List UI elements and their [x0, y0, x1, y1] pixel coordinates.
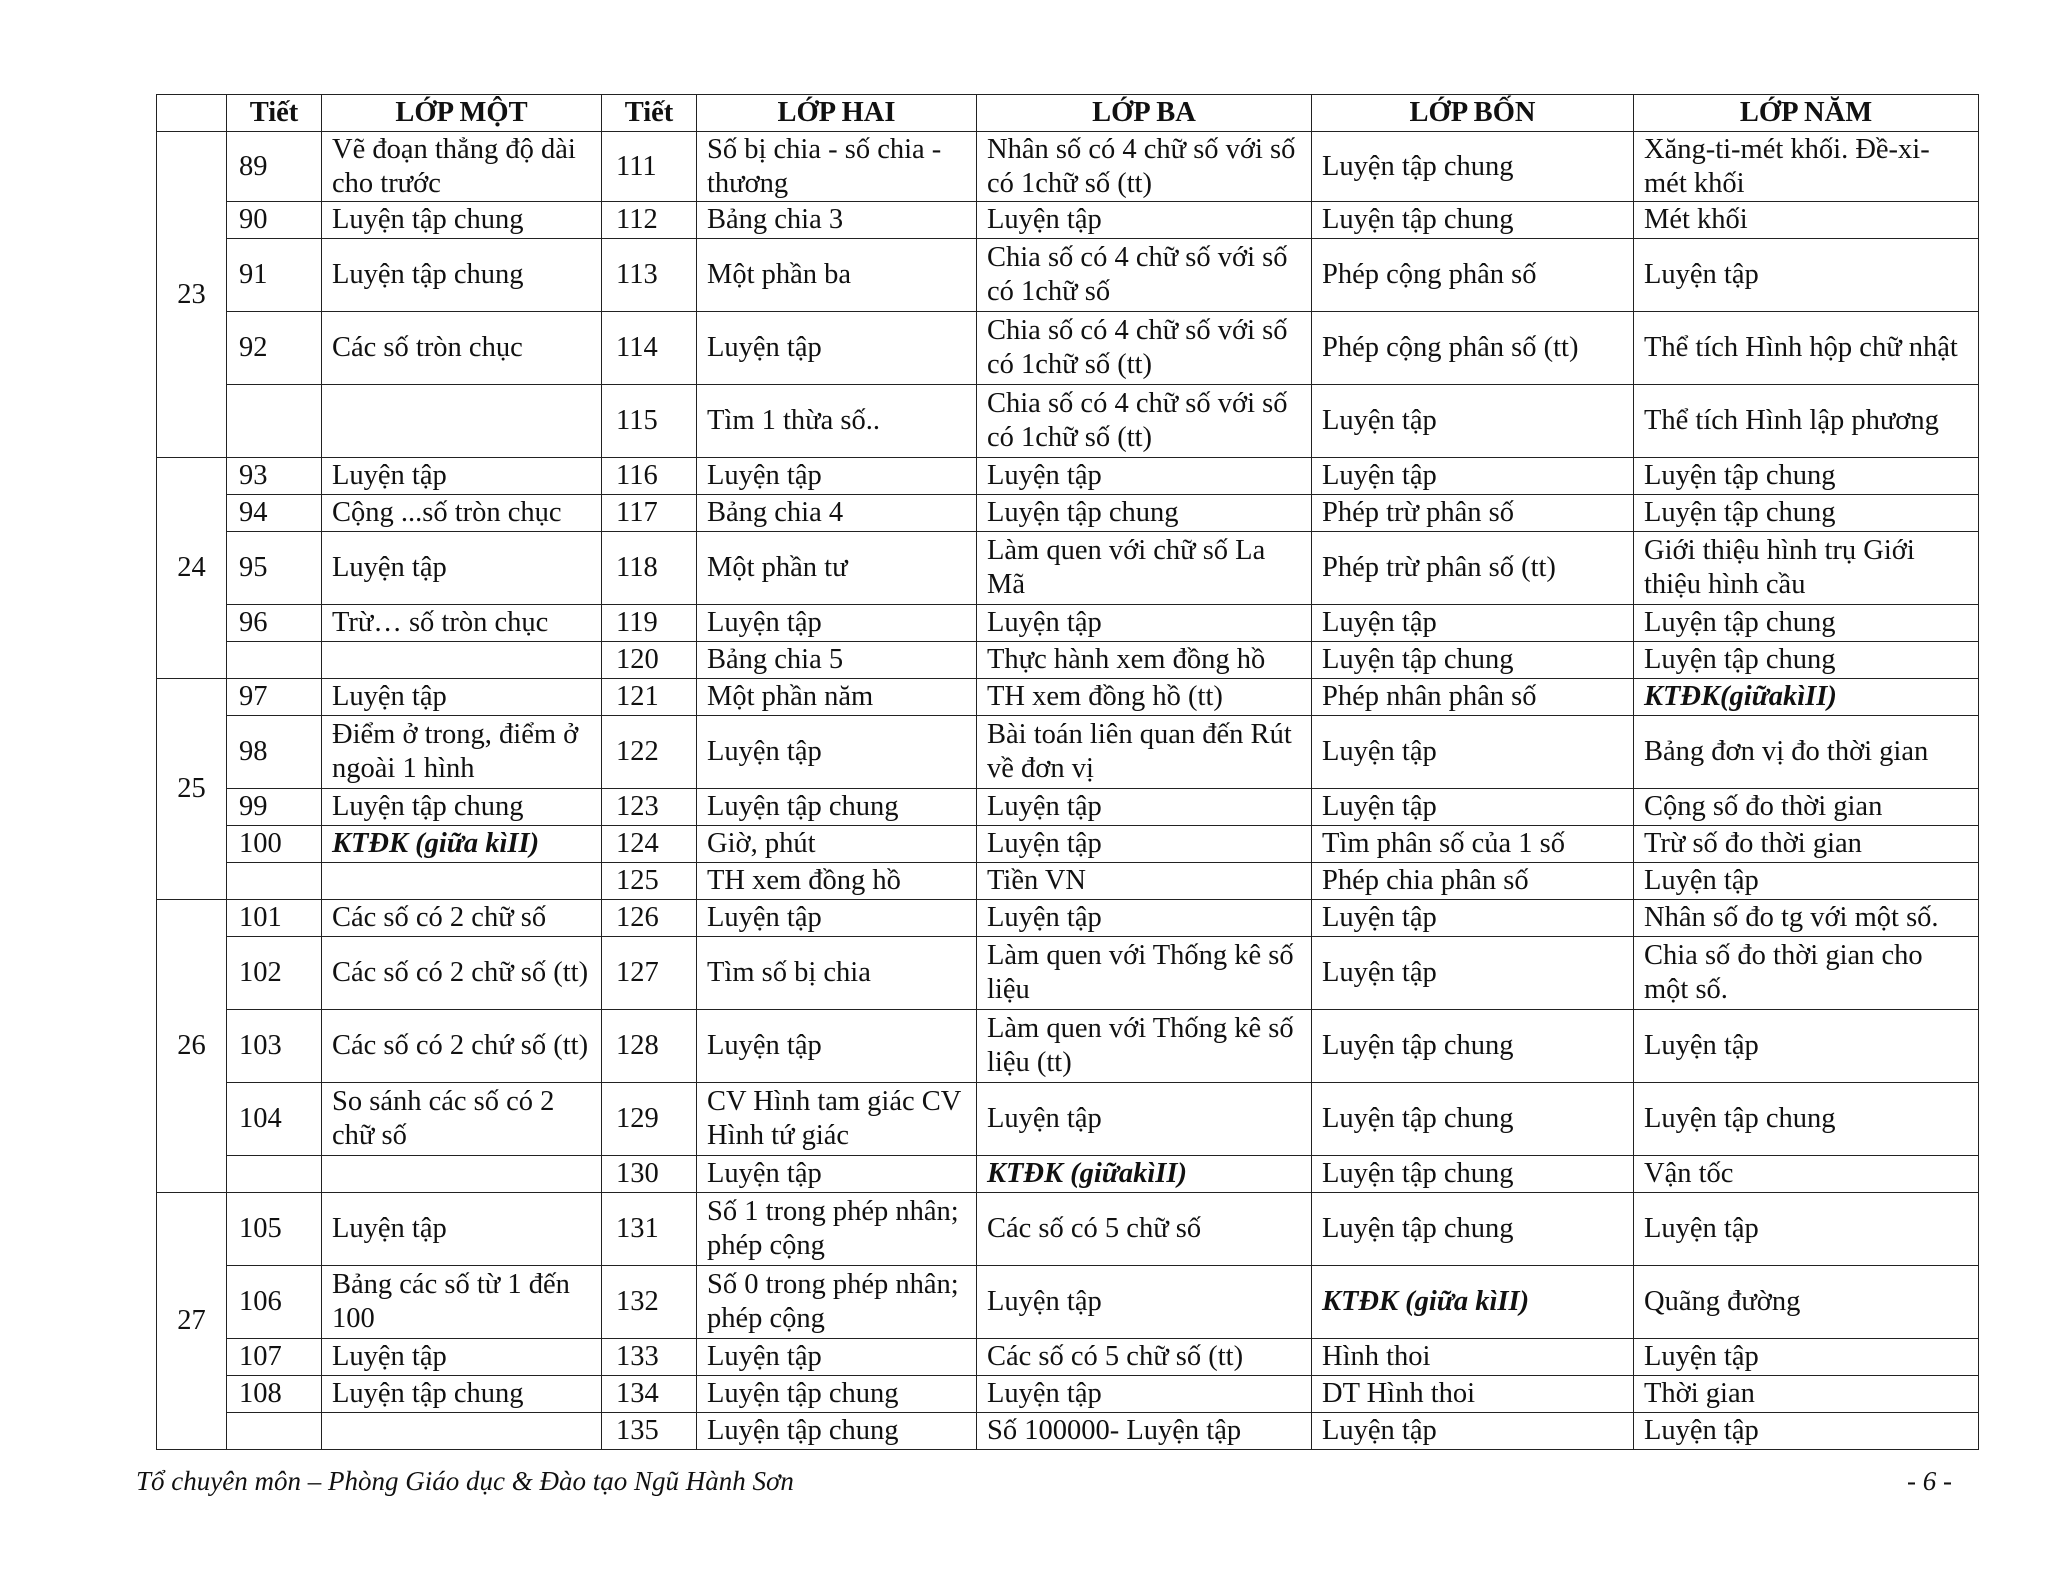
- lop-nam-lesson: Trừ số đo thời gian: [1634, 826, 1979, 863]
- tiet-lop-mot: 105: [227, 1193, 322, 1266]
- lop-nam-lesson: Xăng-ti-mét khối. Đề-xi-mét khối: [1634, 132, 1979, 202]
- table-row: [157, 716, 1979, 789]
- lop-hai-lesson: Số bị chia - số chia - thương: [697, 132, 977, 202]
- lop-nam-lesson: Thể tích Hình hộp chữ nhật: [1634, 312, 1979, 385]
- tiet-lop-mot: 98: [227, 716, 322, 789]
- lop-bon-lesson: Hình thoi: [1312, 1339, 1634, 1376]
- lop-hai-lesson: Một phần năm: [697, 679, 977, 716]
- lop-hai-lesson: Số 0 trong phép nhân; phép cộng: [697, 1266, 977, 1339]
- lop-bon-lesson: Phép trừ phân số (tt): [1312, 532, 1634, 605]
- lop-bon-lesson: [1312, 1266, 1634, 1339]
- tiet-lop-mot: 91: [227, 239, 322, 312]
- lop-hai-lesson: Luyện tập: [697, 1339, 977, 1376]
- tiet-lop-hai: 135: [602, 1413, 697, 1450]
- table-row: [157, 605, 1979, 642]
- tiet-lop-hai: 116: [602, 458, 697, 495]
- lop-ba-lesson: Luyện tập: [977, 202, 1312, 239]
- lop-mot-lesson: Luyện tập: [322, 532, 602, 605]
- test-label: KTĐK (giữa kìII): [1322, 1286, 1530, 1317]
- lop-bon-lesson: Luyện tập: [1312, 900, 1634, 937]
- table-row: [157, 458, 1979, 495]
- tiet-lop-mot: [227, 642, 322, 679]
- tiet-lop-mot: 93: [227, 458, 322, 495]
- lop-nam-lesson: Luyện tập: [1634, 1413, 1979, 1450]
- tiet-lop-hai: 125: [602, 863, 697, 900]
- table-row: [157, 679, 1979, 716]
- lop-hai-lesson: Một phần tư: [697, 532, 977, 605]
- lop-bon-lesson: Luyện tập: [1312, 605, 1634, 642]
- header-lop-ba: LỚP BA: [977, 95, 1312, 132]
- tiet-lop-mot: [227, 385, 322, 458]
- tiet-lop-hai: 112: [602, 202, 697, 239]
- tiet-lop-hai: 130: [602, 1156, 697, 1193]
- lop-hai-lesson: Một phần ba: [697, 239, 977, 312]
- header-lop-nam: LỚP NĂM: [1634, 95, 1979, 132]
- lop-bon-lesson: Phép cộng phân số (tt): [1312, 312, 1634, 385]
- lop-ba-lesson: Tiền VN: [977, 863, 1312, 900]
- tiet-lop-hai: 117: [602, 495, 697, 532]
- table-row: [157, 1413, 1979, 1450]
- lop-mot-lesson: [322, 863, 602, 900]
- week-number: 27: [157, 1193, 227, 1450]
- lop-hai-lesson: Luyện tập: [697, 605, 977, 642]
- tiet-lop-hai: 132: [602, 1266, 697, 1339]
- table-row: [157, 1376, 1979, 1413]
- lop-ba-lesson: [977, 1156, 1312, 1193]
- lop-ba-lesson: Làm quen với Thống kê số liệu: [977, 937, 1312, 1010]
- tiet-lop-mot: 95: [227, 532, 322, 605]
- test-label: KTĐK(giữakìII): [1644, 681, 1837, 712]
- lop-mot-lesson: So sánh các số có 2 chữ số: [322, 1083, 602, 1156]
- table-row: [157, 385, 1979, 458]
- lop-nam-lesson: Luyện tập: [1634, 239, 1979, 312]
- table-row: [157, 826, 1979, 863]
- lop-ba-lesson: TH xem đồng hồ (tt): [977, 679, 1312, 716]
- tiet-lop-mot: 99: [227, 789, 322, 826]
- lop-ba-lesson: Luyện tập: [977, 1266, 1312, 1339]
- tiet-lop-hai: 118: [602, 532, 697, 605]
- lop-mot-lesson: Luyện tập chung: [322, 789, 602, 826]
- tiet-lop-mot: 104: [227, 1083, 322, 1156]
- lop-nam-lesson: Nhân số đo tg với một số.: [1634, 900, 1979, 937]
- lop-bon-lesson: Luyện tập chung: [1312, 642, 1634, 679]
- lop-ba-lesson: Luyện tập: [977, 1083, 1312, 1156]
- lop-hai-lesson: Số 1 trong phép nhân; phép cộng: [697, 1193, 977, 1266]
- tiet-lop-hai: 111: [602, 132, 697, 202]
- tiet-lop-mot: 103: [227, 1010, 322, 1083]
- table-row: [157, 202, 1979, 239]
- table-row: [157, 863, 1979, 900]
- header-row: [157, 95, 1979, 132]
- lop-nam-lesson: Giới thiệu hình trụ Giới thiệu hình cầu: [1634, 532, 1979, 605]
- lop-bon-lesson: Luyện tập chung: [1312, 1083, 1634, 1156]
- lop-mot-lesson: Luyện tập chung: [322, 239, 602, 312]
- lop-bon-lesson: Luyện tập chung: [1312, 1193, 1634, 1266]
- tiet-lop-mot: 97: [227, 679, 322, 716]
- tiet-lop-mot: 89: [227, 132, 322, 202]
- tiet-lop-mot: [227, 863, 322, 900]
- lop-hai-lesson: Bảng chia 4: [697, 495, 977, 532]
- lop-hai-lesson: Luyện tập chung: [697, 789, 977, 826]
- tiet-lop-hai: 124: [602, 826, 697, 863]
- lop-ba-lesson: Bài toán liên quan đến Rút về đơn vị: [977, 716, 1312, 789]
- table-row: [157, 1156, 1979, 1193]
- tiet-lop-hai: 126: [602, 900, 697, 937]
- table-row: [157, 495, 1979, 532]
- lop-bon-lesson: Luyện tập: [1312, 458, 1634, 495]
- tiet-lop-hai: 131: [602, 1193, 697, 1266]
- lop-nam-lesson: Bảng đơn vị đo thời gian: [1634, 716, 1979, 789]
- table-row: [157, 900, 1979, 937]
- table-row: [157, 789, 1979, 826]
- header-lop-bon: LỚP BỐN: [1312, 95, 1634, 132]
- lop-ba-lesson: Thực hành xem đồng hồ: [977, 642, 1312, 679]
- lop-bon-lesson: Luyện tập chung: [1312, 1010, 1634, 1083]
- lop-mot-lesson: Cộng ...số tròn chục: [322, 495, 602, 532]
- lop-ba-lesson: Làm quen với Thống kê số liệu (tt): [977, 1010, 1312, 1083]
- lop-mot-lesson: [322, 1413, 602, 1450]
- lop-hai-lesson: Tìm số bị chia: [697, 937, 977, 1010]
- lop-bon-lesson: Luyện tập: [1312, 716, 1634, 789]
- tiet-lop-hai: 134: [602, 1376, 697, 1413]
- table-row: [157, 312, 1979, 385]
- lop-nam-lesson: Luyện tập chung: [1634, 458, 1979, 495]
- lop-mot-lesson: [322, 385, 602, 458]
- lop-ba-lesson: Luyện tập: [977, 789, 1312, 826]
- lop-nam-lesson: Thể tích Hình lập phương: [1634, 385, 1979, 458]
- lop-nam-lesson: Luyện tập chung: [1634, 495, 1979, 532]
- lop-hai-lesson: Luyện tập: [697, 716, 977, 789]
- table-row: [157, 1339, 1979, 1376]
- lop-ba-lesson: Chia số có 4 chữ số với số có 1chữ số (tt): [977, 312, 1312, 385]
- header-tiet-2: Tiết: [602, 95, 697, 132]
- tiet-lop-hai: 127: [602, 937, 697, 1010]
- table-row: [157, 642, 1979, 679]
- lop-bon-lesson: Luyện tập: [1312, 789, 1634, 826]
- lop-ba-lesson: Các số có 5 chữ số: [977, 1193, 1312, 1266]
- table-row: [157, 937, 1979, 1010]
- lop-hai-lesson: Giờ, phút: [697, 826, 977, 863]
- tiet-lop-hai: 120: [602, 642, 697, 679]
- lop-hai-lesson: Bảng chia 5: [697, 642, 977, 679]
- week-number: 25: [157, 679, 227, 900]
- lop-mot-lesson: [322, 826, 602, 863]
- lop-nam-lesson: Chia số đo thời gian cho một số.: [1634, 937, 1979, 1010]
- tiet-lop-mot: [227, 1413, 322, 1450]
- lop-bon-lesson: Luyện tập chung: [1312, 132, 1634, 202]
- lop-nam-lesson: Luyện tập: [1634, 863, 1979, 900]
- table-row: [157, 1010, 1979, 1083]
- lop-hai-lesson: Tìm 1 thừa số..: [697, 385, 977, 458]
- lop-hai-lesson: Luyện tập chung: [697, 1376, 977, 1413]
- lop-ba-lesson: Luyện tập: [977, 826, 1312, 863]
- lop-ba-lesson: Luyện tập: [977, 605, 1312, 642]
- tiet-lop-hai: 113: [602, 239, 697, 312]
- tiet-lop-mot: 107: [227, 1339, 322, 1376]
- lop-bon-lesson: Phép trừ phân số: [1312, 495, 1634, 532]
- lop-mot-lesson: Vẽ đoạn thẳng độ dài cho trước: [322, 132, 602, 202]
- lop-mot-lesson: Luyện tập: [322, 1193, 602, 1266]
- footer-department: Tổ chuyên môn – Phòng Giáo dục & Đào tạo Ngũ Hành Sơn: [136, 1466, 794, 1496]
- tiet-lop-mot: 106: [227, 1266, 322, 1339]
- lop-bon-lesson: Luyện tập chung: [1312, 202, 1634, 239]
- lop-hai-lesson: Luyện tập: [697, 458, 977, 495]
- lop-bon-lesson: Luyện tập: [1312, 1413, 1634, 1450]
- tiet-lop-mot: [227, 1156, 322, 1193]
- table-body: [157, 132, 1979, 1450]
- header-lop-hai: LỚP HAI: [697, 95, 977, 132]
- table-row: [157, 532, 1979, 605]
- tiet-lop-mot: 96: [227, 605, 322, 642]
- lop-nam-lesson: Quãng đường: [1634, 1266, 1979, 1339]
- table-row: [157, 239, 1979, 312]
- lop-ba-lesson: Nhân số có 4 chữ số với số có 1chữ số (tt): [977, 132, 1312, 202]
- tiet-lop-mot: 92: [227, 312, 322, 385]
- week-number: 24: [157, 458, 227, 679]
- lop-nam-lesson: Luyện tập chung: [1634, 642, 1979, 679]
- lop-mot-lesson: Điểm ở trong, điểm ở ngoài 1 hình: [322, 716, 602, 789]
- lop-mot-lesson: Luyện tập chung: [322, 1376, 602, 1413]
- lop-hai-lesson: Luyện tập chung: [697, 1413, 977, 1450]
- tiet-lop-hai: 128: [602, 1010, 697, 1083]
- tiet-lop-hai: 115: [602, 385, 697, 458]
- lop-bon-lesson: Phép chia phân số: [1312, 863, 1634, 900]
- lop-ba-lesson: Luyện tập: [977, 1376, 1312, 1413]
- footer-page-number: - 6 -: [1907, 1466, 1952, 1496]
- tiet-lop-hai: 114: [602, 312, 697, 385]
- lop-nam-lesson: Luyện tập chung: [1634, 605, 1979, 642]
- header-week: [157, 95, 227, 132]
- lop-mot-lesson: Trừ… số tròn chục: [322, 605, 602, 642]
- lop-mot-lesson: Các số có 2 chữ số: [322, 900, 602, 937]
- tiet-lop-hai: 122: [602, 716, 697, 789]
- tiet-lop-mot: 101: [227, 900, 322, 937]
- tiet-lop-mot: 94: [227, 495, 322, 532]
- week-number: 23: [157, 132, 227, 458]
- table-row: [157, 1193, 1979, 1266]
- lop-hai-lesson: CV Hình tam giác CV Hình tứ giác: [697, 1083, 977, 1156]
- lop-nam-lesson: Vận tốc: [1634, 1156, 1979, 1193]
- lop-nam-lesson: Luyện tập: [1634, 1193, 1979, 1266]
- lop-hai-lesson: Luyện tập: [697, 312, 977, 385]
- lop-nam-lesson: Luyện tập: [1634, 1010, 1979, 1083]
- lop-ba-lesson: Số 100000- Luyện tập: [977, 1413, 1312, 1450]
- tiet-lop-hai: 133: [602, 1339, 697, 1376]
- tiet-lop-hai: 119: [602, 605, 697, 642]
- lop-mot-lesson: [322, 642, 602, 679]
- lop-ba-lesson: Luyện tập: [977, 458, 1312, 495]
- week-number: 26: [157, 900, 227, 1193]
- lop-nam-lesson: Luyện tập chung: [1634, 1083, 1979, 1156]
- lop-hai-lesson: Luyện tập: [697, 1010, 977, 1083]
- tiet-lop-hai: 129: [602, 1083, 697, 1156]
- lop-mot-lesson: Bảng các số từ 1 đến 100: [322, 1266, 602, 1339]
- lop-nam-lesson: Mét khối: [1634, 202, 1979, 239]
- table-row: [157, 1083, 1979, 1156]
- lop-mot-lesson: Luyện tập chung: [322, 202, 602, 239]
- tiet-lop-hai: 123: [602, 789, 697, 826]
- lop-ba-lesson: Luyện tập chung: [977, 495, 1312, 532]
- curriculum-schedule-table: [156, 94, 1979, 1450]
- lop-mot-lesson: [322, 1156, 602, 1193]
- lop-bon-lesson: Luyện tập: [1312, 937, 1634, 1010]
- lop-bon-lesson: DT Hình thoi: [1312, 1376, 1634, 1413]
- test-label: KTĐK (giữakìII): [987, 1158, 1187, 1189]
- tiet-lop-mot: 108: [227, 1376, 322, 1413]
- lop-mot-lesson: Luyện tập: [322, 679, 602, 716]
- header-tiet-1: Tiết: [227, 95, 322, 132]
- lop-ba-lesson: Chia số có 4 chữ số với số có 1chữ số: [977, 239, 1312, 312]
- test-label: KTĐK (giữa kìII): [332, 828, 540, 859]
- lop-nam-lesson: Cộng số đo thời gian: [1634, 789, 1979, 826]
- lop-nam-lesson: Thời gian: [1634, 1376, 1979, 1413]
- tiet-lop-mot: 102: [227, 937, 322, 1010]
- lop-ba-lesson: Luyện tập: [977, 900, 1312, 937]
- lop-mot-lesson: Các số có 2 chữ số (tt): [322, 937, 602, 1010]
- lop-mot-lesson: Các số tròn chục: [322, 312, 602, 385]
- tiet-lop-mot: 100: [227, 826, 322, 863]
- lop-bon-lesson: Phép cộng phân số: [1312, 239, 1634, 312]
- lop-mot-lesson: Các số có 2 chứ số (tt): [322, 1010, 602, 1083]
- lop-ba-lesson: Chia số có 4 chữ số với số có 1chữ số (tt): [977, 385, 1312, 458]
- lop-mot-lesson: Luyện tập: [322, 1339, 602, 1376]
- lop-ba-lesson: Các số có 5 chữ số (tt): [977, 1339, 1312, 1376]
- lop-mot-lesson: Luyện tập: [322, 458, 602, 495]
- lop-hai-lesson: Luyện tập: [697, 900, 977, 937]
- table-row: [157, 1266, 1979, 1339]
- lop-hai-lesson: Bảng chia 3: [697, 202, 977, 239]
- lop-bon-lesson: Phép nhân phân số: [1312, 679, 1634, 716]
- lop-hai-lesson: TH xem đồng hồ: [697, 863, 977, 900]
- lop-ba-lesson: Làm quen với chữ số La Mã: [977, 532, 1312, 605]
- lop-bon-lesson: Luyện tập chung: [1312, 1156, 1634, 1193]
- lop-hai-lesson: Luyện tập: [697, 1156, 977, 1193]
- lop-bon-lesson: Luyện tập: [1312, 385, 1634, 458]
- lop-nam-lesson: Luyện tập: [1634, 1339, 1979, 1376]
- tiet-lop-mot: 90: [227, 202, 322, 239]
- lop-nam-lesson: [1634, 679, 1979, 716]
- tiet-lop-hai: 121: [602, 679, 697, 716]
- table-row: [157, 132, 1979, 202]
- header-lop-mot: LỚP MỘT: [322, 95, 602, 132]
- lop-bon-lesson: Tìm phân số của 1 số: [1312, 826, 1634, 863]
